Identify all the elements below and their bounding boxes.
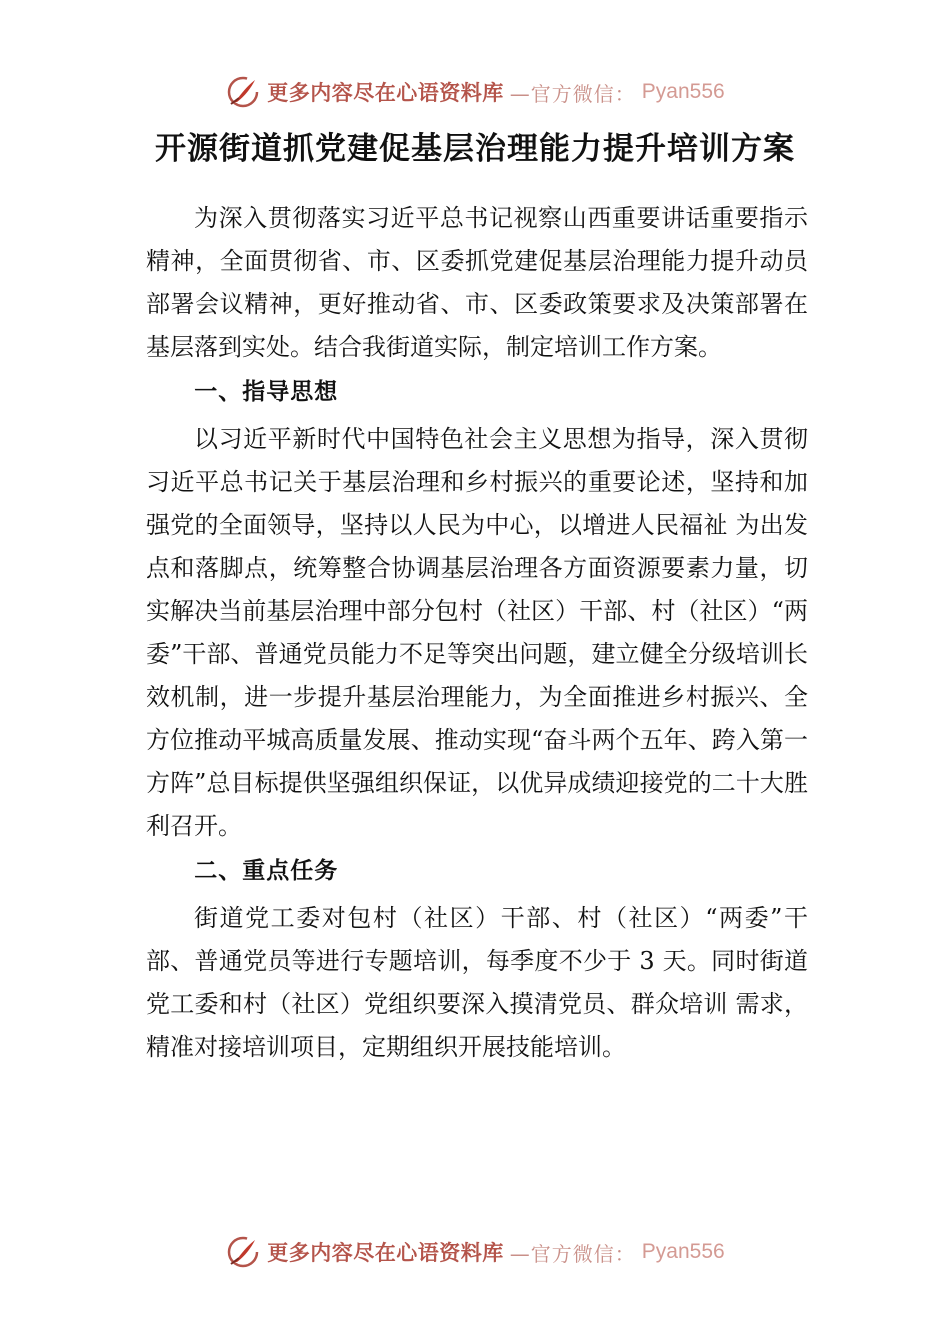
section-body-guiding-ideology: 以习近平新时代中国特色社会主义思想为指导，深入贯彻习近平总书记关于基层治理和乡村振兴的重要论述，坚持和加强党的全面领导，坚持以人民为中心，以增进人民福祉 为出发点和落脚点，统筹整合协调基层治理各方面资源要素力量，切实解决当前基层治理中部分包村（社区）干部、村（社区）“两委”干部、普通党员能力不足等突出问题，建立健全分级培训长效机制，进一步提升基层治理能力，为全面推进乡村振兴、全方位推动平城高质量发展、推动实现“奋斗两个五年、跨入第一方阵”总目标提供坚强组织保证，以优异成绩迎接党的二十大胜利召开。 [146, 425, 808, 840]
document-title: 开源街道抓党建促基层治理能力提升培训方案 [155, 131, 795, 167]
watermark-official-label: —官方微信： [509, 1241, 636, 1266]
watermark-wechat-id: Pyan556 [641, 80, 725, 103]
quill-logo-icon [225, 1234, 261, 1270]
watermark-header [0, 70, 950, 114]
watermark-text: 更多内容尽在心语资料库 [267, 1240, 504, 1265]
section-heading-key-tasks: 二、重点任务 [194, 858, 339, 884]
document-body [146, 197, 808, 1069]
watermark-text: 更多内容尽在心语资料库 [267, 80, 504, 105]
watermark-official-label: —官方微信： [509, 81, 636, 106]
intro-paragraph: 为深入贯彻落实习近平总书记视察山西重要讲话重要指示精神，全面贯彻省、市、区委抓党建促基层治理能力提升动员部署会议精神，更好推动省、市、区委政策要求及决策部署在基层落到实处。结合我街道实际，制定培训工作方案。 [146, 204, 808, 361]
watermark-footer [0, 1230, 950, 1274]
watermark-wechat-id: Pyan556 [641, 1240, 725, 1263]
section-body-key-tasks: 街道党工委对包村（社区）干部、村（社区）“两委”干部、普通党员等进行专题培训，每季度不少于 3 天。同时街道党工委和村（社区）党组织要深入摸清党员、群众培训 需求，精准对接培训项目，定期组织开展技能培训。 [146, 904, 808, 1061]
section-heading-guiding-ideology: 一、指导思想 [194, 379, 339, 405]
quill-logo-icon [225, 74, 261, 110]
